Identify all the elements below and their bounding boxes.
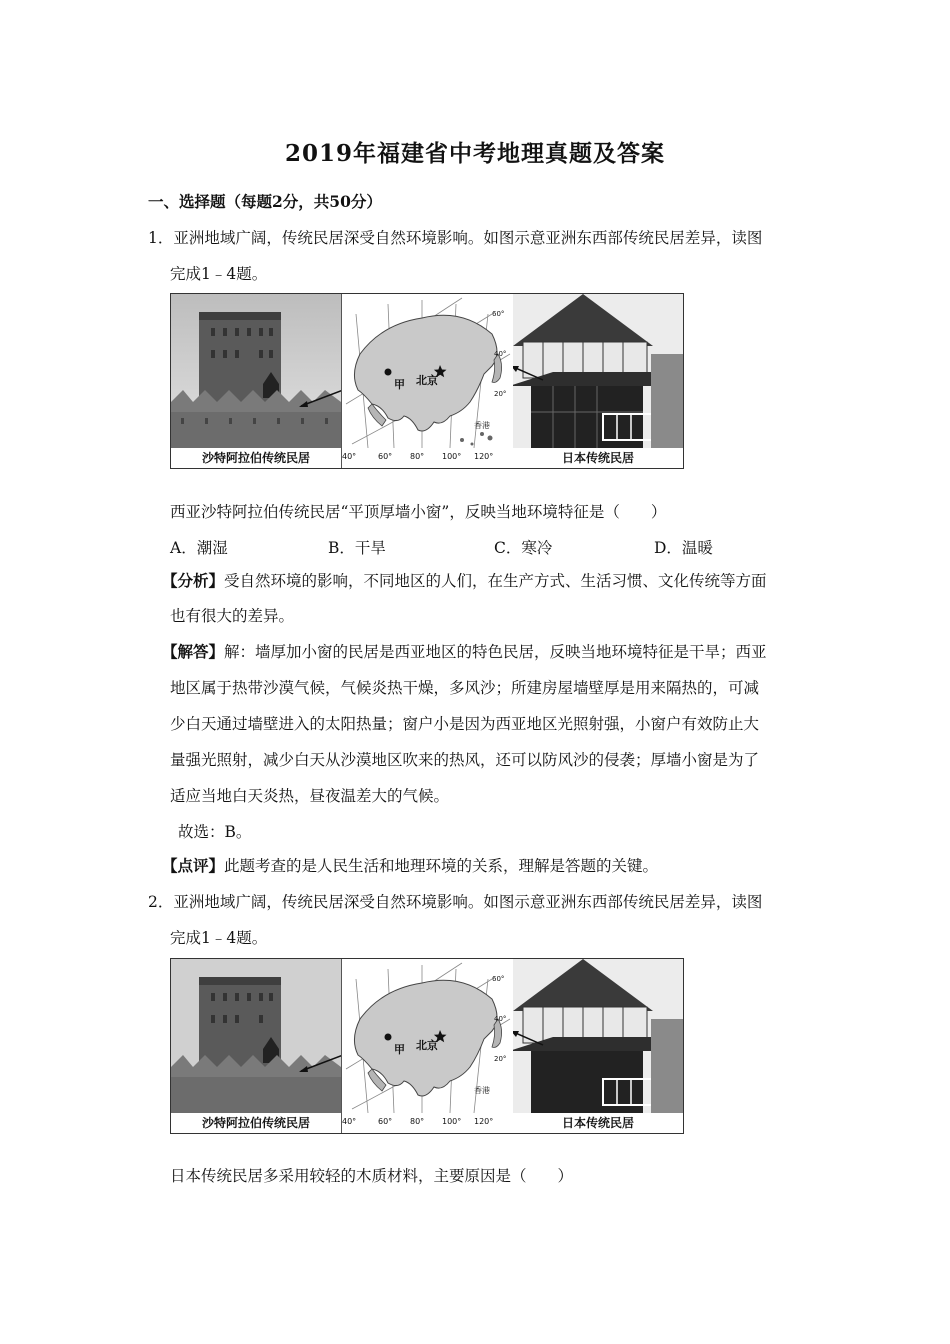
q2-line1: 2．亚洲地域广阔，传统民居深受自然环境影响。如图示意亚洲东西部传统民居差异，读图 xyxy=(148,893,763,911)
q2-line2: 完成1﹣4题。 xyxy=(170,929,268,947)
lat-60-2: 60° xyxy=(492,975,505,983)
lon-60: 60° xyxy=(378,452,393,461)
analysis-tag: 【分析】 xyxy=(162,571,225,590)
lat-60: 60° xyxy=(492,310,505,318)
answer-text-1: 解：墙厚加小窗的民居是西亚地区的特色民居，反映当地环境特征是干旱；西亚 xyxy=(224,643,767,661)
page-title: 2019年福建省中考地理真题及答案 xyxy=(284,140,665,167)
lon-80: 80° xyxy=(410,452,425,461)
label-xianggang: 香港 xyxy=(474,421,490,430)
analysis-text-1: 受自然环境的影响，不同地区的人们，在生产方式、生活习惯、文化传统等方面 xyxy=(224,572,767,590)
saudi-caption: 沙特阿拉伯传统民居 xyxy=(171,448,341,468)
q1-option-d: D．温暖 xyxy=(654,539,713,557)
label-beijing-2: 北京 xyxy=(416,1039,438,1052)
answer-text-3: 少白天通过墙壁进入的太阳热量；窗户小是因为西亚地区光照射强，小窗户有效防止大 xyxy=(170,715,760,733)
asia-map-2 xyxy=(341,959,515,1133)
answer-tag: 【解答】 xyxy=(162,642,225,661)
saudi-house-photo xyxy=(171,294,341,468)
label-beijing: 北京 xyxy=(416,374,438,387)
japan-house-photo xyxy=(513,294,683,468)
q1-stem: 西亚沙特阿拉伯传统民居“平顶厚墙小窗”，反映当地环境特征是（ ） xyxy=(170,503,667,521)
lon-axis-2 xyxy=(342,1113,514,1133)
q1-choice: 故选：B。 xyxy=(178,823,252,841)
q1-option-b: B．干旱 xyxy=(328,539,386,557)
comment-tag: 【点评】 xyxy=(162,856,225,875)
q1-option-a: A．潮湿 xyxy=(170,539,228,557)
lat-20-2: 20° xyxy=(494,1055,507,1063)
label-jia: 甲 xyxy=(394,378,405,391)
label-xianggang-2: 香港 xyxy=(474,1086,490,1095)
answer-text-2: 地区属于热带沙漠气候，气候炎热干燥，多风沙；所建房屋墙壁厚是用来隔热的，可减 xyxy=(170,679,760,697)
q1-comment xyxy=(162,854,658,876)
label-jia-2: 甲 xyxy=(394,1043,405,1056)
answer-text-5: 适应当地白天炎热，昼夜温差大的气候。 xyxy=(170,787,450,805)
lon-120-2: 120° xyxy=(474,1117,494,1126)
japan-caption-2: 日本传统民居 xyxy=(513,1113,683,1133)
lat-40-2: 40° xyxy=(494,1015,507,1023)
japan-house-photo-2 xyxy=(513,959,683,1133)
lon-100: 100° xyxy=(442,452,462,461)
asia-map xyxy=(341,294,515,468)
figure-2 xyxy=(170,958,684,1134)
saudi-house-photo-2 xyxy=(171,959,341,1133)
q1-option-c: C．寒冷 xyxy=(494,539,553,557)
q1-line1: 1．亚洲地域广阔，传统民居深受自然环境影响。如图示意亚洲东西部传统民居差异，读图 xyxy=(148,229,763,247)
lon-60-2: 60° xyxy=(378,1117,393,1126)
section-heading: 一、选择题（每题2分，共50分） xyxy=(148,192,382,211)
lon-40-2: 40° xyxy=(342,1117,357,1126)
analysis-text-2: 也有很大的差异。 xyxy=(170,607,295,625)
answer-text-4: 量强光照射，减少白天从沙漠地区吹来的热风，还可以防风沙的侵袭；厚墙小窗是为了 xyxy=(170,751,760,769)
saudi-caption-2: 沙特阿拉伯传统民居 xyxy=(171,1113,341,1133)
lat-40: 40° xyxy=(494,350,507,358)
lon-40: 40° xyxy=(342,452,357,461)
lon-80-2: 80° xyxy=(410,1117,425,1126)
figure-1 xyxy=(170,293,684,469)
lat-20: 20° xyxy=(494,390,507,398)
q1-answer xyxy=(162,640,767,662)
q1-analysis xyxy=(162,569,767,591)
lon-100-2: 100° xyxy=(442,1117,462,1126)
comment-text: 此题考查的是人民生活和地理环境的关系，理解是答题的关键。 xyxy=(224,857,659,875)
q1-line2: 完成1﹣4题。 xyxy=(170,265,268,283)
japan-caption: 日本传统民居 xyxy=(513,448,683,468)
q2-stem: 日本传统民居多采用较轻的木质材料，主要原因是（ ） xyxy=(170,1167,574,1185)
lon-120: 120° xyxy=(474,452,494,461)
lon-axis xyxy=(342,448,514,468)
